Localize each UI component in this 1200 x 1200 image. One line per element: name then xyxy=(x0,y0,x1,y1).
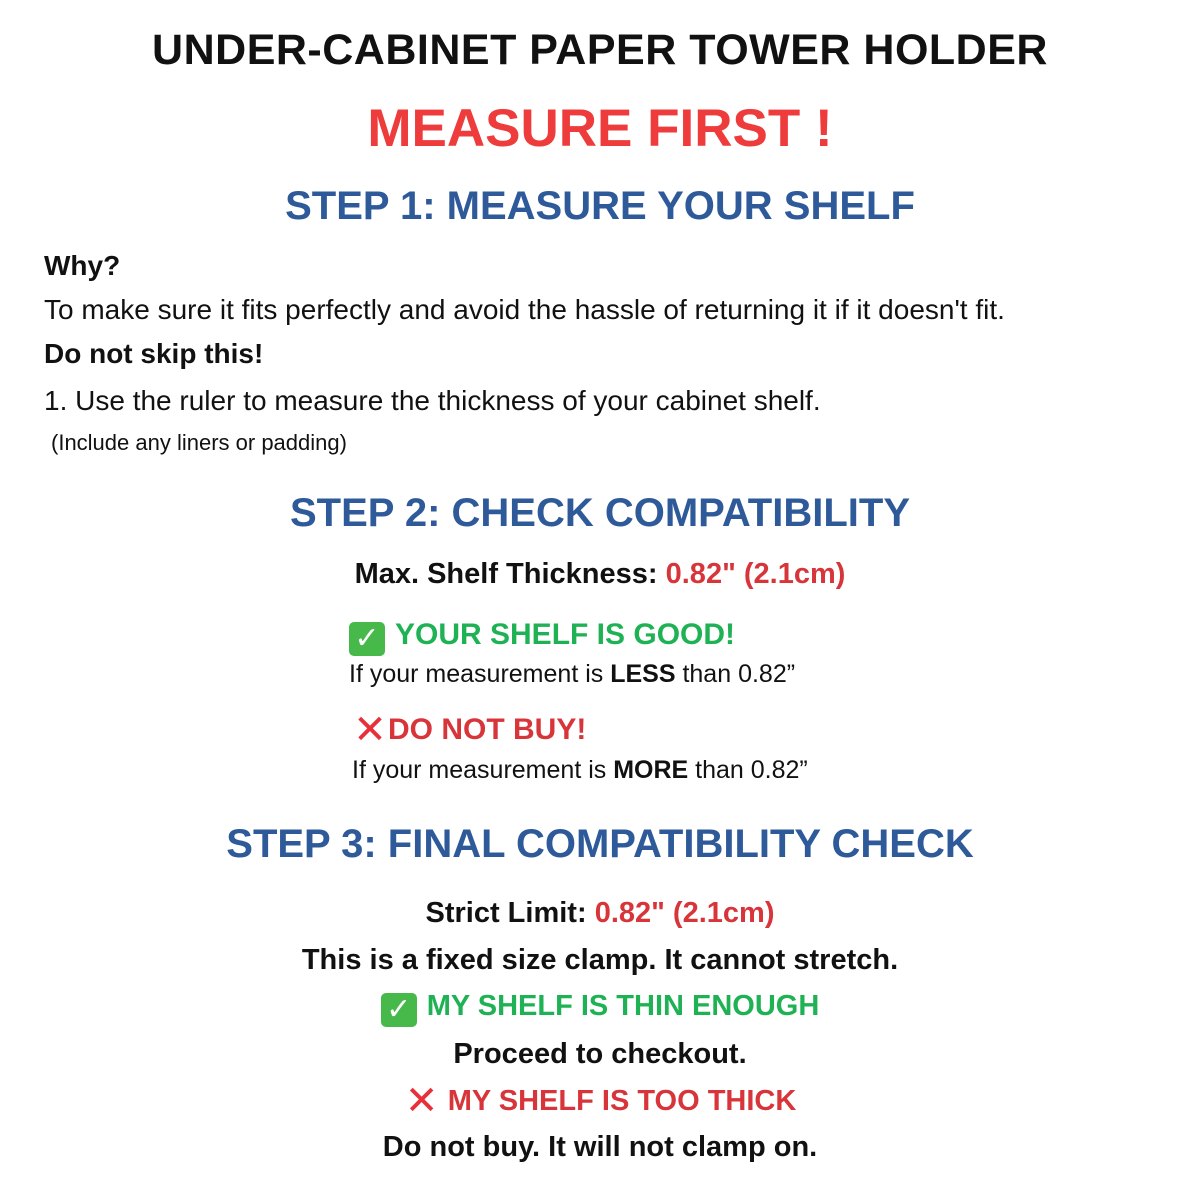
do-not-buy-heading xyxy=(352,708,587,752)
liner-note: (Include any liners or padding) xyxy=(51,430,347,455)
why-label: Why? xyxy=(44,250,121,281)
bad-condition-pre: If your measurement is xyxy=(352,756,614,784)
good-shelf-heading xyxy=(349,618,735,656)
good-condition-post: than 0.82” xyxy=(675,660,796,688)
max-thickness-value: 0.82" (2.1cm) xyxy=(665,558,846,590)
good-condition-pre: If your measurement is xyxy=(349,660,611,688)
measure-first-banner: MEASURE FIRST ! xyxy=(367,99,833,158)
too-thick-text: MY SHELF IS TOO THICK xyxy=(447,1085,797,1117)
measure-instruction: 1. Use the ruler to measure the thickness of your cabinet shelf. xyxy=(44,385,821,416)
why-text: To make sure it fits perfectly and avoid the hassle of returning it if it doesn't fit. xyxy=(44,294,1005,325)
max-thickness-line xyxy=(0,558,1200,591)
step1-heading: STEP 1: MEASURE YOUR SHELF xyxy=(285,184,915,228)
step3-heading: STEP 3: FINAL COMPATIBILITY CHECK xyxy=(226,822,974,866)
strict-limit-value: 0.82" (2.1cm) xyxy=(594,897,775,929)
good-shelf-condition xyxy=(349,660,795,689)
skip-warning: Do not skip this! xyxy=(44,338,264,369)
max-thickness-label: Max. Shelf Thickness: xyxy=(354,558,658,590)
too-thick-option xyxy=(0,1079,1200,1123)
do-not-buy-final: Do not buy. It will not clamp on. xyxy=(382,1131,818,1163)
bad-condition-emphasis: MORE xyxy=(613,756,689,784)
do-not-buy-text: DO NOT BUY! xyxy=(388,713,587,746)
cross-icon: ✕ xyxy=(404,1079,439,1123)
strict-limit-label: Strict Limit: xyxy=(425,897,587,929)
proceed-checkout-text: Proceed to checkout. xyxy=(453,1038,747,1070)
check-icon: ✓ xyxy=(349,622,385,656)
fixed-clamp-note: This is a fixed size clamp. It cannot stretch. xyxy=(301,944,899,976)
good-shelf-text: YOUR SHELF IS GOOD! xyxy=(395,618,736,651)
bad-condition-post: than 0.82” xyxy=(688,756,808,784)
thin-enough-option xyxy=(0,990,1200,1027)
bad-shelf-condition xyxy=(352,756,808,785)
check-icon: ✓ xyxy=(381,993,417,1027)
step2-heading: STEP 2: CHECK COMPATIBILITY xyxy=(289,491,911,535)
strict-limit-line xyxy=(0,897,1200,930)
good-condition-emphasis: LESS xyxy=(610,660,676,688)
cross-icon: ✕ xyxy=(353,708,387,752)
page-title: UNDER-CABINET PAPER TOWER HOLDER xyxy=(152,26,1048,74)
thin-enough-text: MY SHELF IS THIN ENOUGH xyxy=(426,990,820,1022)
